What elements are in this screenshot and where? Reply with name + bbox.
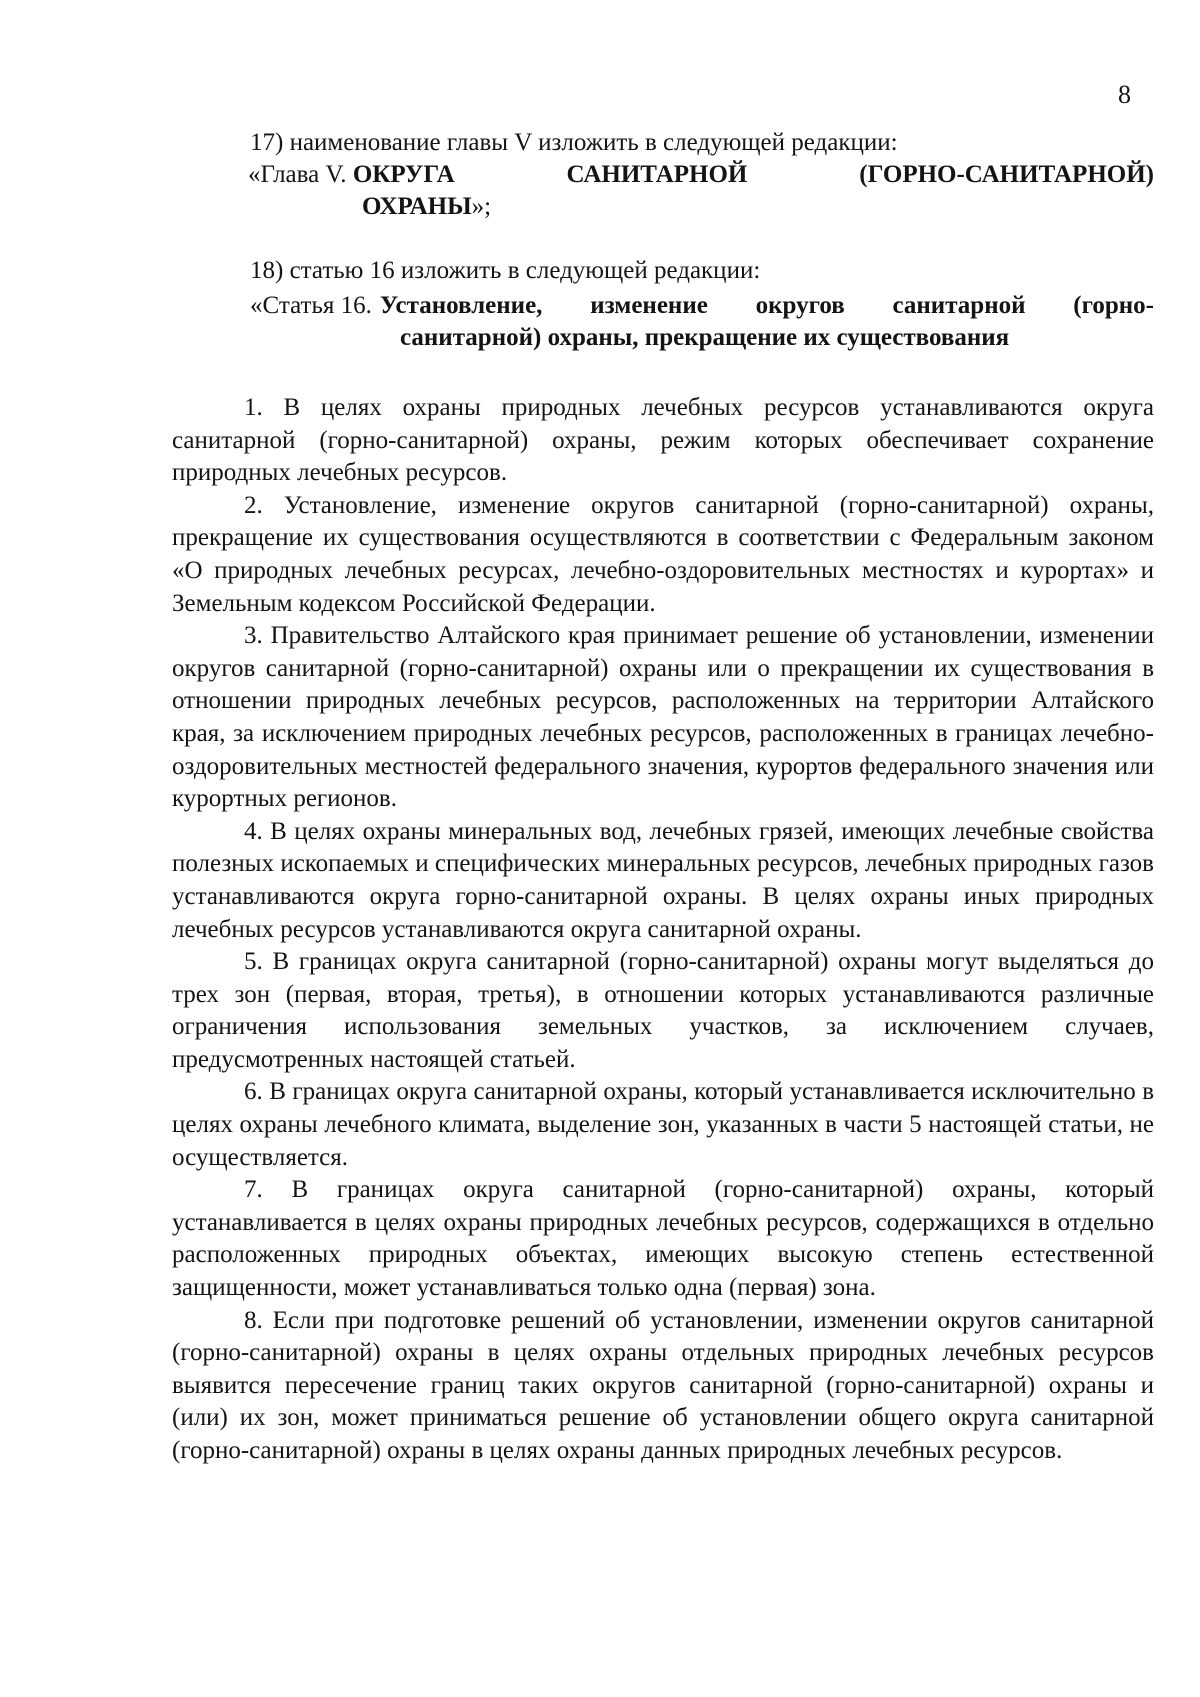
item-17-intro	[250, 126, 898, 159]
chapter-title-first	[248, 158, 455, 191]
article-title-word-3: округов	[755, 292, 845, 319]
chapter-line-2-text: ОХРАНЫ	[362, 193, 472, 220]
article-body	[172, 392, 1154, 1468]
item-18-intro	[250, 254, 760, 287]
paragraph-3: 3. Правительство Алтайского края принимает решение об установлении, изменении округов санитарной (горно-санитарной) охраны или о прекращении их существования в отношении природных лечебных ресурсов, расположенных на территории Алтайского края, за исключением природных лечебных ресурсов, расположенных в границах лечебно-оздоровительных местностей федерального значения, курортов федерального значения или курортных регионов.	[172, 622, 1154, 813]
paragraph-6: 6. В границах округа санитарной охраны, который устанавливается исключительно в целях охраны лечебного климата, выделение зон, указанных в части 5 настоящей статьи, не осуществляется.	[172, 1078, 1154, 1171]
chapter-prefix: «Глава V.	[248, 161, 347, 188]
article-title-word-4: санитарной	[892, 292, 1026, 319]
paragraph-2: 2. Установление, изменение округов санитарной (горно-санитарной) охраны, прекращение их существования осуществляются в соответствии с Федеральным законом «О природных лечебных ресурсах, лечебно-оздоровительных местностях и курортах» и Земельным кодексом Российской Федерации.	[172, 491, 1154, 617]
article-title-line-2	[400, 321, 1009, 354]
article-title-word-2: изменение	[590, 292, 708, 319]
item-18-intro-text: 18) статью 16 изложить в следующей редакции:	[250, 257, 761, 284]
paragraph-1: 1. В целях охраны природных лечебных ресурсов устанавливаются округа санитарной (горно-санитарной) охраны, режим которых обеспечивает сохранение природных лечебных ресурсов.	[172, 394, 1154, 487]
chapter-title-line-2	[362, 190, 491, 223]
page-number: 8	[1118, 80, 1131, 109]
article-title-word-5: (горно-	[1073, 292, 1154, 319]
chapter-line-2-end: »;	[471, 193, 492, 220]
article-title-line-1	[250, 289, 1154, 322]
article-title-line-2-text: санитарной) охраны, прекращение их существования	[400, 324, 1010, 351]
item-17-intro-text: 17) наименование главы V изложить в следующей редакции:	[250, 129, 898, 156]
paragraph-8: 8. Если при подготовке решений об установлении, изменении округов санитарной (горно-санитарной) охраны в целях охраны отдельных природных лечебных ресурсов выявится пересечение границ таких округов санитарной (горно-санитарной) охраны и (или) их зон, может приниматься решение об установлении общего округа санитарной (горно-санитарной) охраны в целях охраны данных природных лечебных ресурсов.	[172, 1306, 1154, 1464]
article-title-word-1: Установление,	[379, 292, 543, 319]
chapter-word-1: ОКРУГА	[352, 161, 455, 188]
paragraph-4: 4. В целях охраны минеральных вод, лечебных грязей, имеющих лечебные свойства полезных ископаемых и специфических минеральных ресурсов, лечебных природных газов устанавливаются округа горно-санитарной охраны. В целях охраны иных природных лечебных ресурсов устанавливаются округа санитарной охраны.	[172, 817, 1154, 943]
chapter-word-2: САНИТАРНОЙ	[566, 161, 748, 188]
chapter-title-line-1	[248, 158, 1154, 191]
article-prefix: «Статья 16.	[250, 292, 372, 319]
paragraph-5: 5. В границах округа санитарной (горно-санитарной) охраны могут выделяться до трех зон (первая, вторая, третья), в отношении которых устанавливаются различные ограничения использования земельных участков, за исключением случаев, предусмотренных настоящей статьей.	[172, 948, 1154, 1073]
chapter-word-3: (ГОРНО-САНИТАРНОЙ)	[859, 161, 1154, 188]
paragraph-7: 7. В границах округа санитарной (горно-санитарной) охраны, который устанавливается в целях охраны природных лечебных ресурсов, содержащихся в отдельно расположенных природных объектах, имеющих высокую степень естественной защищенности, может устанавливаться только одна (первая) зона.	[172, 1176, 1154, 1302]
